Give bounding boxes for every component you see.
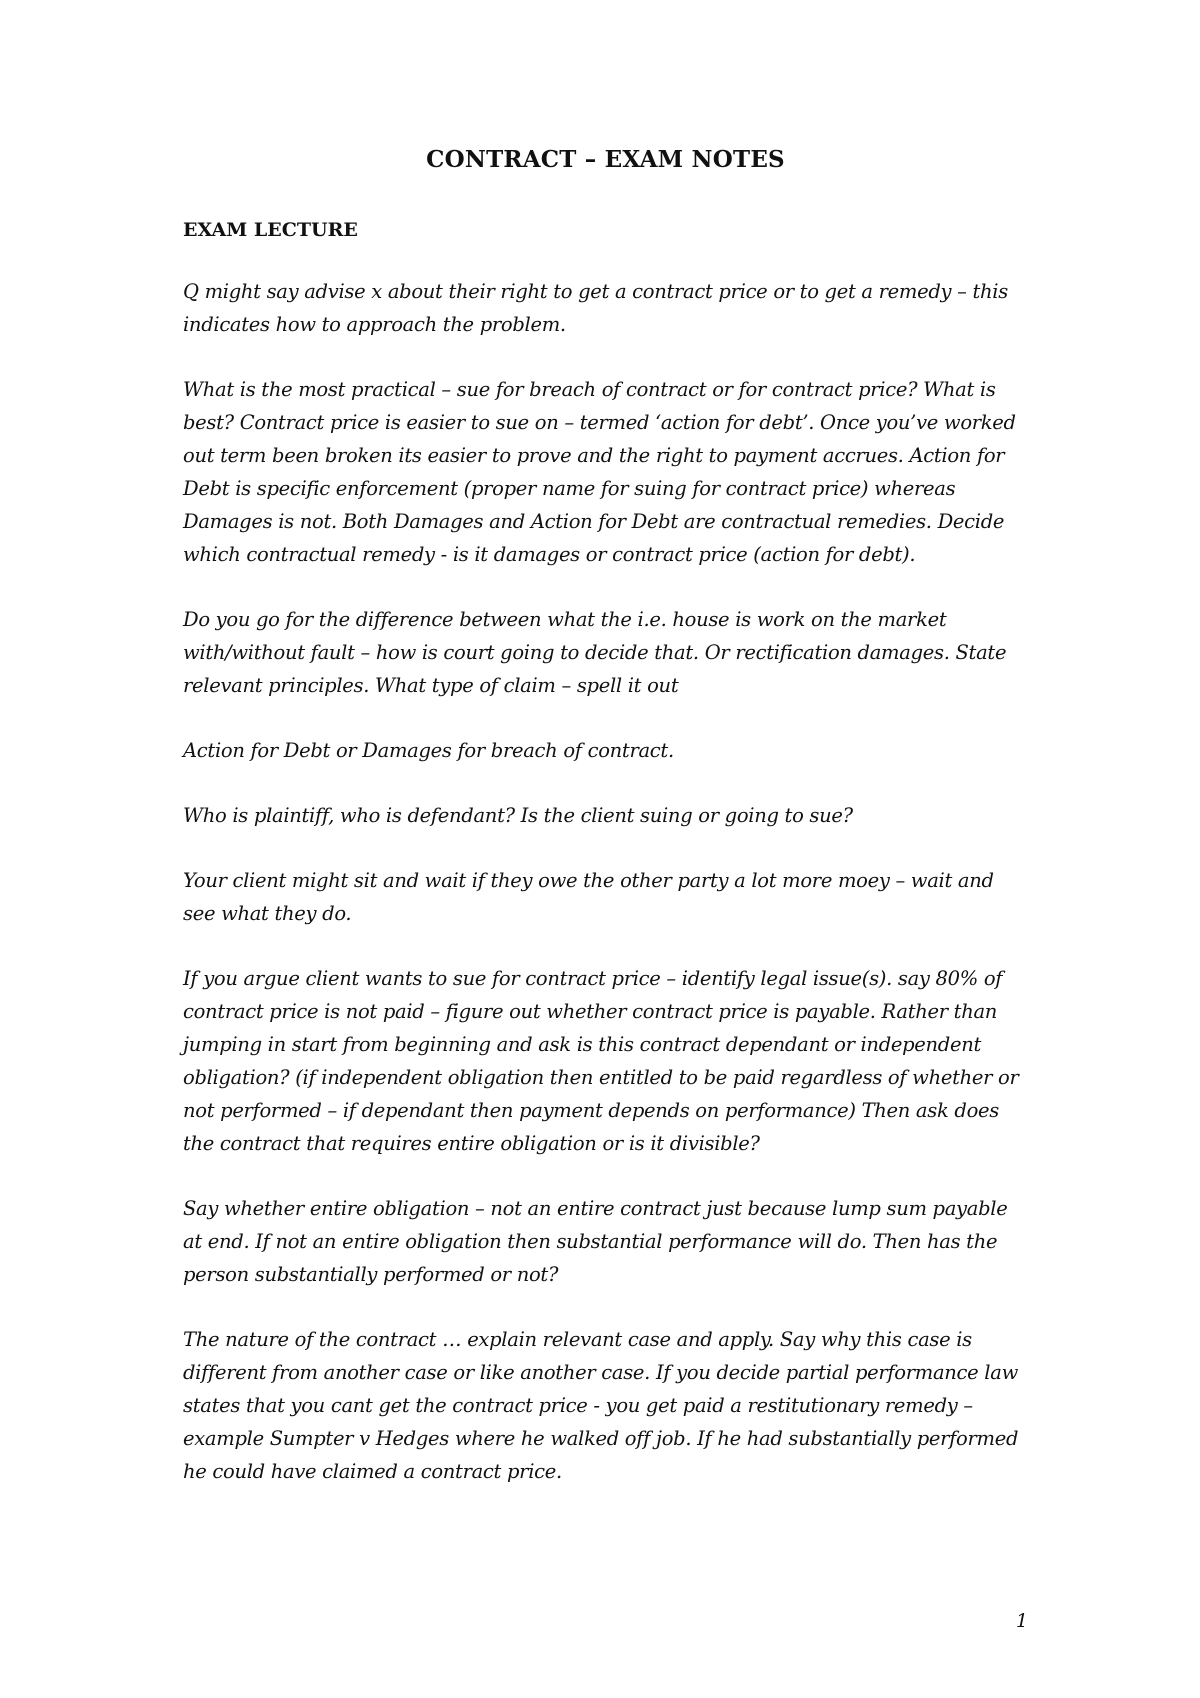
paragraph-4: Action for Debt or Damages for breach of contract. [183, 739, 674, 762]
paragraph-6: Your client might sit and wait if they owe the other party a lot more moey – wait and see what they do. [183, 869, 994, 925]
paragraph-8: Say whether entire obligation – not an entire contract just because lump sum payable at end. If not an entire obligation then substantial performance will do. Then has the person substantially performed or not? [183, 1197, 1008, 1286]
paragraph-9: The nature of the contract … explain relevant case and apply. Say why this case is different from another case or like another case. If you decide partial performance law states that you cant get the contract price - you get paid a restitutionary remedy – example Sumpter v Hedges where he walked off job. If he had substantially performed he could have claimed a contract price. [183, 1328, 1019, 1483]
page-number: 1 [1015, 1610, 1028, 1632]
paragraph-5: Who is plaintiff, who is defendant? Is the client suing or going to sue? [183, 804, 853, 827]
paragraph-2: What is the most practical – sue for breach of contract or for contract price? What is best? Contract price is easier to sue on – termed ‘action for debt’. Once you’ve worked out term been broken its easier to prove and the right to payment accrues. Action for Debt is specific enforcement (proper name for suing for contract price) whereas Damages is not. Both Damages and Action for Debt are contractual remedies. Decide which contractual remedy - is it damages or contract price (action for debt). [183, 378, 1016, 566]
paragraph-1: Q might say advise x about their right to get a contract price or to get a remedy – this indicates how to approach the problem. [183, 280, 1008, 336]
paragraph-7: If you argue client wants to sue for contract price – identify legal issue(s). say 80% of contract price is not paid – figure out whether contract price is payable. Rather than jumping in start from beginning and ask is this contract dependant or independent obligation? (if independent obligation then entitled to be paid regardless of whether or not performed – if dependant then payment depends on performance) Then ask does the contract that requires entire obligation or is it divisible? [183, 967, 1019, 1155]
paragraph-3: Do you go for the difference between what the i.e. house is work on the market with/without fault – how is court going to decide that. Or rectification damages. State relevant principles. What type of claim – spell it out [183, 608, 1007, 697]
section-heading: EXAM LECTURE [183, 219, 358, 241]
document-body [183, 146, 1028, 1520]
document-title: CONTRACT – EXAM NOTES [426, 146, 785, 173]
